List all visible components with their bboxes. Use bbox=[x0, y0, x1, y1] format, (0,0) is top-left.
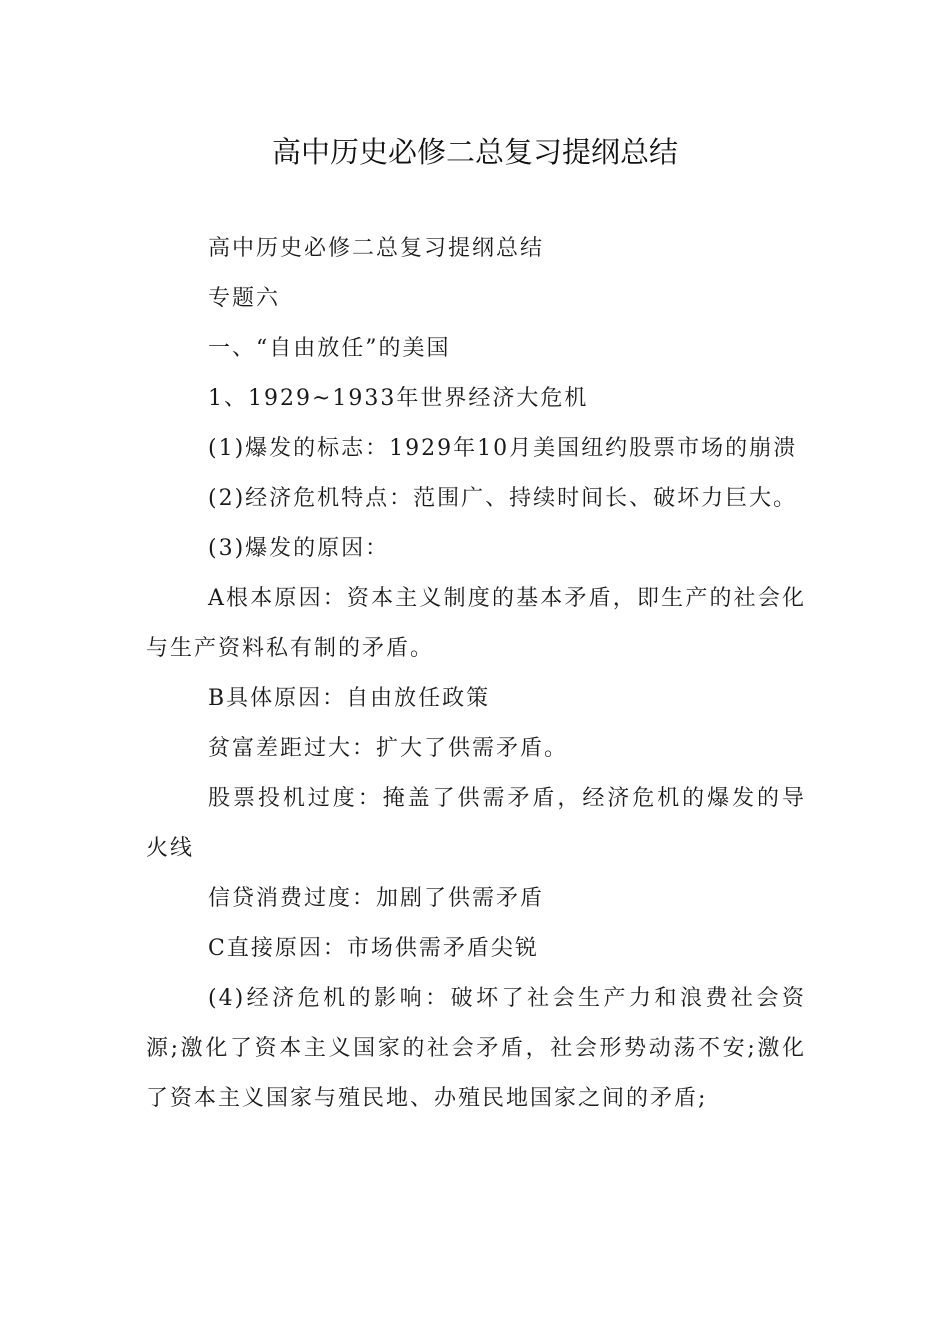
paragraph-outbreak-sign: (1)爆发的标志：1929年10月美国纽约股票市场的崩溃 bbox=[208, 436, 798, 461]
paragraph-subtitle: 高中历史必修二总复习提纲总结 bbox=[208, 236, 545, 261]
document-body bbox=[146, 224, 806, 1124]
paragraph-specific-cause: B具体原因：自由放任政策 bbox=[208, 686, 491, 711]
paragraph-crisis-impact: (4)经济危机的影响：破坏了社会生产力和浪费社会资源;激化了资本主义国家的社会矛盾，社会形势动荡不安;激化了资本主义国家与殖民地、办殖民地国家之间的矛盾; bbox=[146, 986, 806, 1111]
paragraph-item-1: 1、1929~1933年世界经济大危机 bbox=[208, 386, 589, 411]
paragraph-section-heading: 一、“自由放任”的美国 bbox=[208, 336, 451, 361]
document-title: 高中历史必修二总复习提纲总结 bbox=[271, 135, 678, 169]
paragraph-root-cause: A根本原因：资本主义制度的基本矛盾，即生产的社会化与生产资料私有制的矛盾。 bbox=[146, 586, 806, 661]
paragraph-causes: (3)爆发的原因： bbox=[208, 536, 390, 561]
paragraph-topic: 专题六 bbox=[208, 286, 281, 311]
paragraph-direct-cause: C直接原因：市场供需矛盾尖锐 bbox=[208, 936, 539, 961]
paragraph-credit-consumption: 信贷消费过度：加剧了供需矛盾 bbox=[208, 886, 545, 911]
paragraph-wealth-gap: 贫富差距过大：扩大了供需矛盾。 bbox=[208, 736, 569, 761]
paragraph-crisis-features: (2)经济危机特点：范围广、持续时间长、破坏力巨大。 bbox=[208, 486, 798, 511]
paragraph-stock-speculation: 股票投机过度：掩盖了供需矛盾，经济危机的爆发的导火线 bbox=[146, 786, 806, 861]
